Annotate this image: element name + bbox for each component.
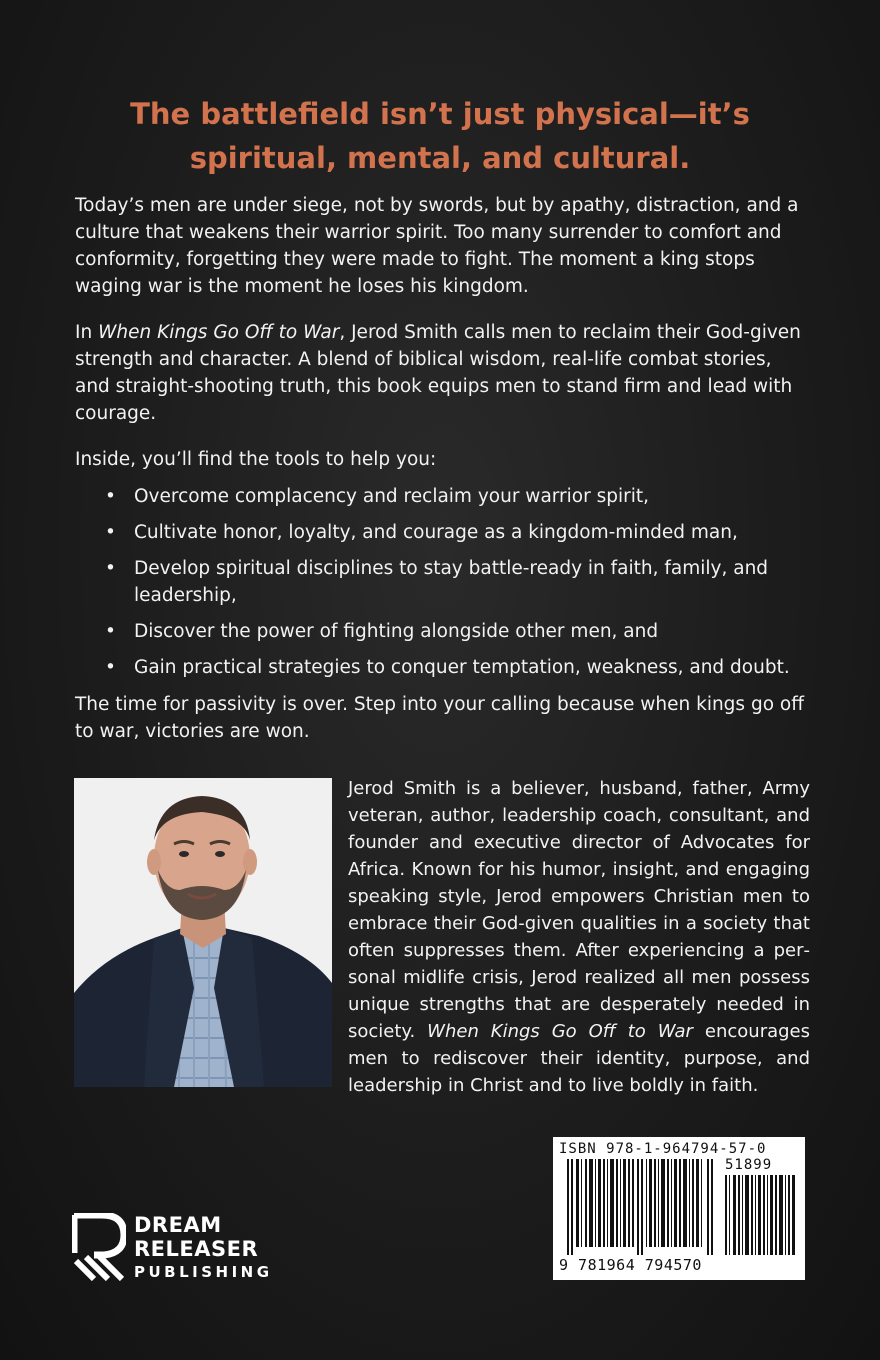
list-item — [75, 618, 810, 645]
list-item — [75, 483, 810, 510]
bullet-icon: • — [105, 558, 116, 579]
bullet-icon: • — [105, 486, 116, 507]
headline-line-2: spiritual, mental, and cultural. — [189, 141, 691, 175]
list-item-text: Cultivate honor, loyalty, and courage as a kingdom-minded man, — [134, 522, 738, 543]
bullet-icon: • — [105, 657, 116, 678]
paragraph-book-summary — [75, 319, 810, 427]
author-photo — [74, 778, 332, 1087]
publisher-logo — [72, 1213, 302, 1283]
ean-bars — [567, 1159, 717, 1255]
addon-bars — [725, 1175, 799, 1255]
summary-rest: , Jerod Smith calls men to reclaim their God-given strength and character. A blend of biblical wisdom, real-life combat stories, and straight-shooting truth, this book equips men to stand firm and lead with courage. — [75, 322, 801, 424]
isbn-barcode — [553, 1137, 805, 1280]
publisher-name — [134, 1213, 273, 1283]
closing-paragraph: The time for passivity is over. Step into your calling because when kings go off to war, victories are won. — [75, 694, 804, 742]
list-item-text: Gain practical strategies to conquer temptation, weakness, and doubt. — [134, 657, 790, 678]
summary-prefix: In — [75, 322, 99, 343]
bullet-icon: • — [105, 522, 116, 543]
isbn-label: ISBN 978-1-964794-57-0 — [559, 1141, 767, 1157]
headline — [0, 92, 880, 180]
paragraph-siege: Today’s men are under siege, not by swords, but by apathy, distraction, and a culture that weakens their warrior spirit. Too many surrender to comfort and conformity, forgetting they were made to fight. The moment a king stops waging war is the moment he loses his kingdom. — [75, 195, 799, 297]
list-item-text: Discover the power of fighting alongside other men, and — [134, 621, 659, 642]
bullets-intro: Inside, you’ll find the tools to help you: — [75, 449, 437, 470]
book-title-italic: When Kings Go Off to War — [98, 322, 340, 343]
ean-number: 9 781964 794570 — [559, 1256, 702, 1274]
list-item-text: Develop spiritual disciplines to stay battle-ready in faith, family, and leadership, — [134, 558, 769, 606]
author-bio — [348, 775, 810, 1099]
bio-part-2: encourages men to rediscover their identity, purpose, and leadership in Christ and to live boldly in faith. — [348, 1021, 811, 1096]
list-item — [75, 654, 810, 681]
list-item — [75, 519, 810, 546]
list-item-text: Overcome complacency and reclaim your warrior spirit, — [134, 486, 650, 507]
publisher-line-2: RELEASER — [134, 1237, 259, 1261]
dream-releaser-logo-icon — [72, 1213, 126, 1285]
bullet-icon: • — [105, 621, 116, 642]
publisher-line-3: PUBLISHING — [134, 1263, 273, 1281]
list-item — [75, 555, 810, 609]
bio-book-title: When Kings Go Off to War — [427, 1021, 693, 1042]
book-description — [75, 192, 810, 764]
bio-part-1: Jerod Smith is a believer, husband, father, Army veteran, author, leadership coach, consultant, and founder and executive director of Advocates for Africa. Known for his humor, insight, and engaging speaking style, Jerod empowers Christian men to embrace their God-given qualities in a society that often suppresses them. After experiencing a personal midlife crisis, Jerod realized all men possess unique strengths that are desperately needed in society. — [348, 778, 810, 1042]
headline-line-1: The battlefield isn’t just physical—it’s — [130, 97, 750, 131]
benefit-list — [75, 483, 810, 681]
publisher-line-1: DREAM — [134, 1213, 222, 1237]
barcode-addon-number: 51899 — [725, 1157, 773, 1173]
